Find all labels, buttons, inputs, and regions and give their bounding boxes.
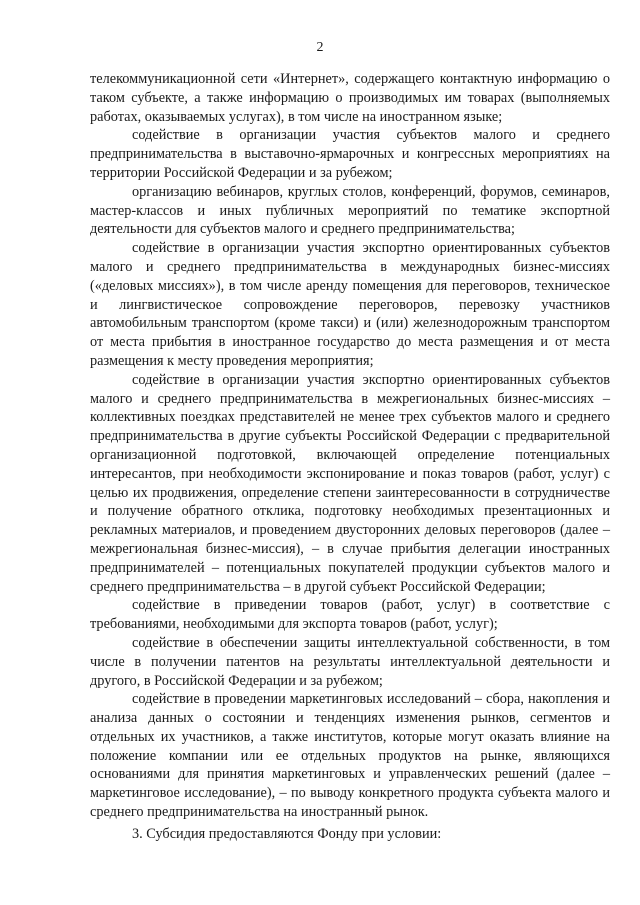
paragraph-marketing-research: содействие в проведении маркетинговых исследований – сбора, накопления и анализа данных о состоянии и тенденциях изменения рынков, сегментов и отдельных их участников, а также институтов, которые могут оказать влияние на положение компании или ее отдельных продуктов на рынке, являющихся основаниями для принятия маркетинговых и управленческих решений (далее – маркетинговое исследование), – по выводу конкретного продукта субъекта малого и среднего предпринимательства на иностранный рынок. (90, 691, 610, 821)
paragraph-exhibitions: содействие в организации участия субъектов малого и среднего предпринимательства в выставочно-ярмарочных и конгрессных мероприятиях на территории Российской Федерации и за рубежом; (90, 127, 610, 181)
paragraph-ip-protection: содействие в обеспечении защиты интеллектуальной собственности, в том числе в получении патентов на результаты интеллектуальной деятельности и другого, в Российской Федерации и за рубежом; (90, 634, 610, 689)
paragraph-subsidy-condition: 3. Субсидия предоставляются Фонду при условии: (132, 825, 442, 842)
paragraph-webinars: организацию вебинаров, круглых столов, конференций, форумов, семинаров, мастер-классов и иных публичных мероприятий по тематике экспортной деятельности для субъектов малого и среднего предпринимательства; (90, 183, 610, 238)
paragraph-export-compliance: содействие в приведении товаров (работ, услуг) в соответствие с требованиями, необходимыми для экспорта товаров (работ, услуг); (90, 597, 610, 633)
document-body (90, 70, 610, 844)
page-number: 2 (316, 40, 324, 55)
paragraph-continuation: телекоммуникационной сети «Интернет», содержащего контактную информацию о таком субъекте, а также информацию о производимых им товарах (выполняемых работах, оказываемых услугах), в том числе на иностранном языке; (90, 71, 610, 125)
paragraph-international-missions: содействие в организации участия экспортно ориентированных субъектов малого и среднего предпринимательства в международных бизнес-миссиях («деловых миссиях»), в том числе аренду помещения для переговоров, техническое и лингвистическое сопровождение переговоров, перевозку участников автомобильным транспортом (кроме такси) и (или) железнодорожным транспортом от места прибытия в иностранное государство до места размещения и от места размещения к месту проведения мероприятия; (90, 240, 610, 369)
paragraph-interregional-missions: содействие в организации участия экспортно ориентированных субъектов малого и среднего предпринимательства в межрегиональных бизнес-миссиях – коллективных поездках представителей не менее трех субъектов малого и среднего предпринимательства в другие субъекты Российской Федерации с предварительной организационной подготовкой, включающей определение потенциальных интересантов, при необходимости экспонирование и показ товаров (работ, услуг) с целью их продвижения, определение степени заинтересованности в сотрудничестве и получение обратного отклика, подготовку необходимых презентационных и рекламных материалов, и проведением двусторонних деловых переговоров (далее – межрегиональная бизнес-миссия), – в случае прибытия делегации иностранных предпринимателей – потенциальных покупателей продукции субъектов малого и среднего предпринимательства – в другой субъект Российской Федерации; (90, 371, 610, 595)
